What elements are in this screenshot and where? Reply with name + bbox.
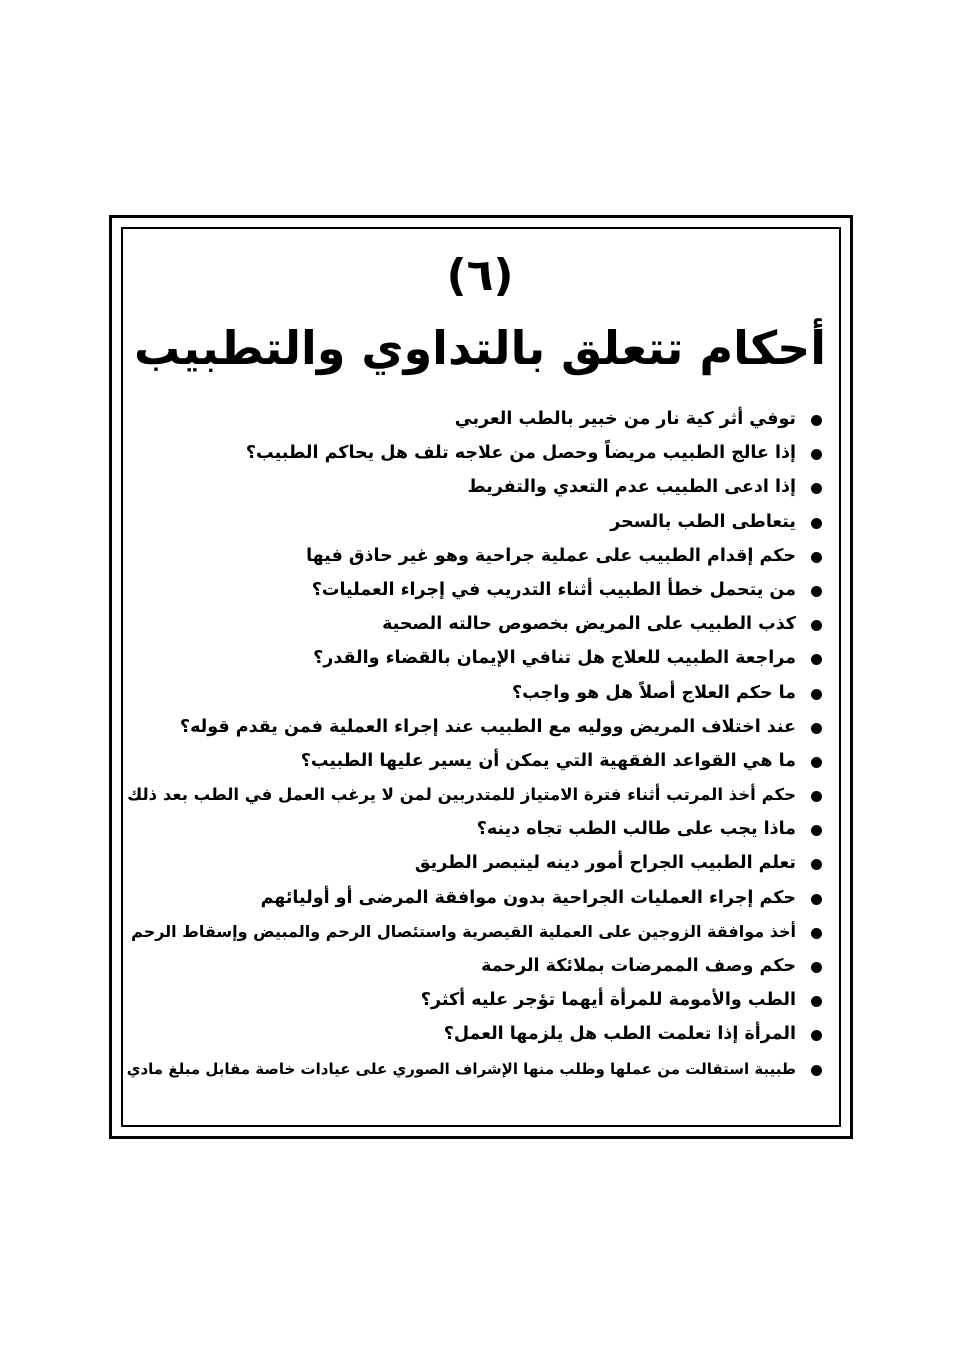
bullet-icon bbox=[811, 928, 822, 939]
topic-text: ما هي القواعد الفقهية التي يمكن أن يسير عليها الطبيب؟ bbox=[300, 750, 796, 771]
bullet-icon bbox=[811, 996, 822, 1007]
topic-text: كذب الطبيب على المريض بخصوص حالته الصحية bbox=[382, 614, 796, 635]
topic-text: توفي أثر كية نار من خبير بالطب العربي bbox=[454, 409, 796, 429]
topic-text: حكم أخذ المرتب أثناء فترة الامتياز للمتدربين لمن لا يرغب العمل في الطب بعد ذلك bbox=[127, 785, 796, 805]
topic-text: الطب والأمومة للمرأة أيهما تؤجر عليه أكثر؟ bbox=[420, 990, 796, 1011]
bullet-icon bbox=[811, 415, 822, 426]
bullet-icon bbox=[811, 894, 822, 905]
topic-list bbox=[126, 402, 826, 1086]
topic-text: مراجعة الطبيب للعلاج هل تنافي الإيمان بالقضاء والقدر؟ bbox=[313, 648, 796, 669]
bullet-icon bbox=[811, 449, 822, 460]
topic-text: ما حكم العلاج أصلاً هل هو واجب؟ bbox=[511, 682, 796, 703]
topic-item bbox=[126, 573, 826, 607]
bullet-icon bbox=[811, 689, 822, 700]
topic-item bbox=[126, 436, 826, 470]
bullet-icon bbox=[811, 518, 822, 529]
topic-text: إذا ادعى الطبيب عدم التعدي والتفريط bbox=[467, 477, 796, 498]
topic-text: حكم إقدام الطبيب على عملية جراحية وهو غير حاذق فيها bbox=[306, 545, 796, 566]
bullet-icon bbox=[811, 552, 822, 563]
topic-item bbox=[126, 915, 826, 949]
topic-text: تعلم الطبيب الجراح أمور دينه ليتبصر الطريق bbox=[414, 853, 796, 874]
topic-item bbox=[126, 949, 826, 983]
topic-text: طبيبة استقالت من عملها وطلب منها الإشراف الصوري على عيادات خاصة مقابل مبلغ مادي bbox=[126, 1059, 796, 1078]
bullet-icon bbox=[811, 586, 822, 597]
bullet-icon bbox=[811, 654, 822, 665]
bullet-icon bbox=[811, 723, 822, 734]
section-number: (٦) bbox=[446, 250, 514, 301]
topic-item bbox=[126, 641, 826, 675]
topic-text: حكم إجراء العمليات الجراحية بدون موافقة المرضى أو أوليائهم bbox=[260, 887, 796, 908]
bullet-icon bbox=[811, 791, 822, 802]
topic-item bbox=[126, 778, 826, 812]
topic-item bbox=[126, 881, 826, 915]
topic-item bbox=[126, 812, 826, 846]
topic-text: حكم وصف الممرضات بملائكة الرحمة bbox=[481, 956, 796, 976]
topic-text: إذا عالج الطبيب مريضاً وحصل من علاجه تلف هل يحاكم الطبيب؟ bbox=[245, 443, 796, 464]
topic-item bbox=[126, 505, 826, 539]
bullet-icon bbox=[811, 962, 822, 973]
topic-item bbox=[126, 676, 826, 710]
topic-text: ماذا يجب على طالب الطب تجاه دينه؟ bbox=[476, 819, 796, 840]
topic-item bbox=[126, 539, 826, 573]
bullet-icon bbox=[811, 620, 822, 631]
topic-text: عند اختلاف المريض ووليه مع الطبيب عند إجراء العملية فمن يقدم قوله؟ bbox=[179, 716, 796, 737]
topic-item bbox=[126, 1017, 826, 1051]
bullet-icon bbox=[811, 1030, 822, 1041]
topic-item bbox=[126, 710, 826, 744]
topic-item bbox=[126, 402, 826, 436]
bullet-icon bbox=[811, 757, 822, 768]
bullet-icon bbox=[811, 859, 822, 870]
topic-text: المرأة إذا تعلمت الطب هل يلزمها العمل؟ bbox=[443, 1024, 796, 1045]
topic-text: يتعاطى الطب بالسحر bbox=[610, 511, 796, 532]
bullet-icon bbox=[811, 825, 822, 836]
topic-item bbox=[126, 983, 826, 1017]
bullet-icon bbox=[811, 483, 822, 494]
bullet-icon bbox=[811, 1065, 822, 1076]
topic-text: من يتحمل خطأ الطبيب أثناء التدريب في إجراء العمليات؟ bbox=[311, 579, 796, 600]
topic-item bbox=[126, 470, 826, 504]
topic-item bbox=[126, 1052, 826, 1086]
topic-item bbox=[126, 607, 826, 641]
section-title: أحكام تتعلق بالتداوي والتطبيب bbox=[133, 321, 827, 375]
topic-text: أخذ موافقة الزوجين على العملية القيصرية واستئصال الرحم والمبيض وإسقاط الرحم bbox=[131, 921, 796, 941]
topic-item bbox=[126, 744, 826, 778]
topic-item bbox=[126, 846, 826, 880]
